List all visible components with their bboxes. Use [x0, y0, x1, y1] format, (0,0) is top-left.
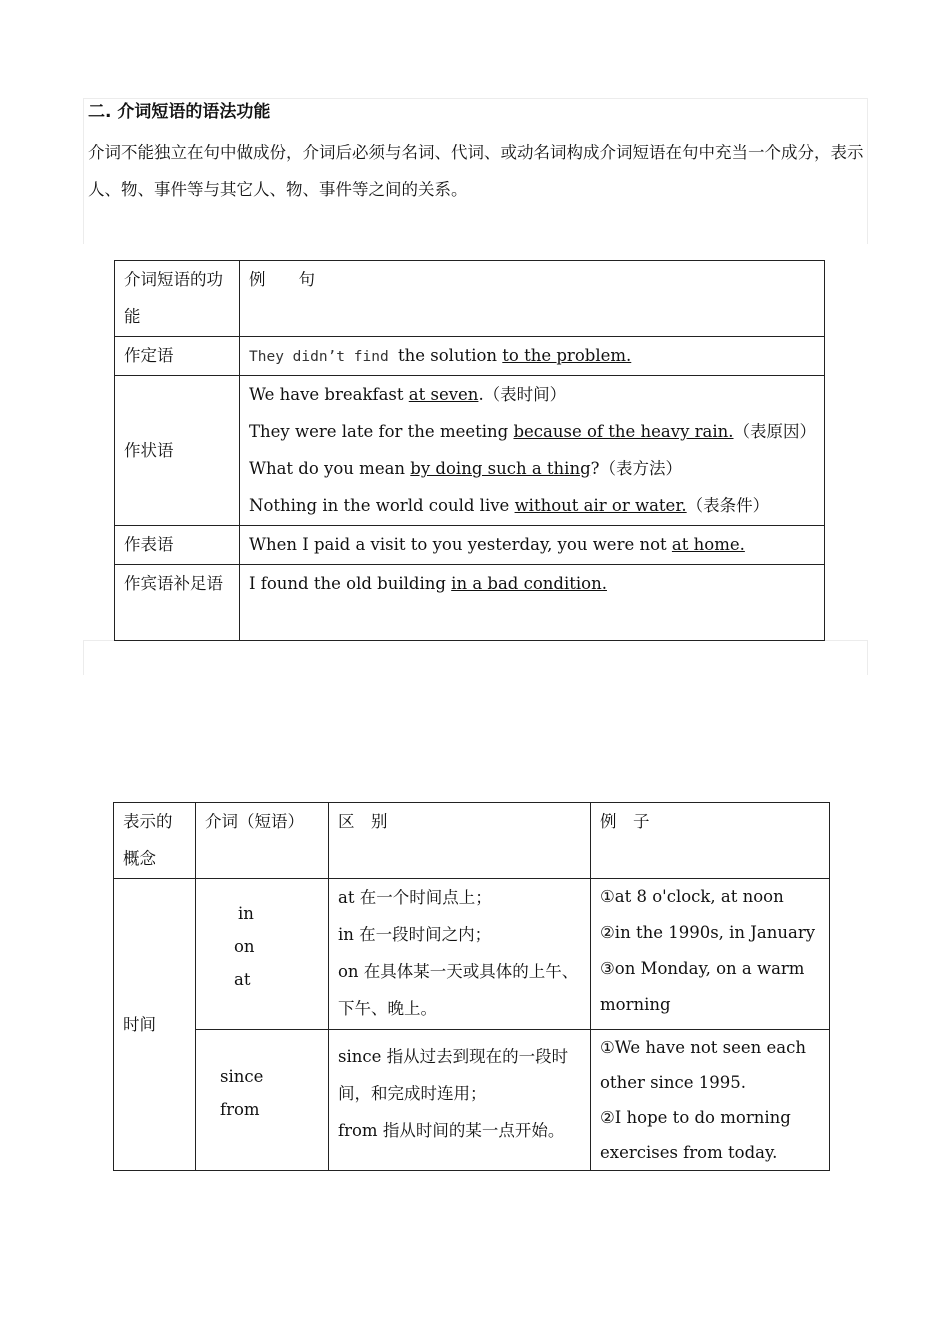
example-text: the solution: [398, 346, 503, 365]
example-line: They were late for the meeting because of the heavy rain.（表原因）: [249, 422, 817, 441]
header-function: 介词短语的功能: [115, 261, 240, 337]
row-label: 作状语: [115, 376, 240, 526]
example-line: Nothing in the world could live without air or water.（表条件）: [249, 496, 770, 515]
header-difference: 区 别: [329, 803, 591, 879]
table-row: [114, 879, 830, 1030]
prep-cell: [196, 879, 329, 1030]
section-heading: 二. 介词短语的语法功能: [88, 102, 271, 122]
concept-label: 时间: [123, 1015, 156, 1034]
difference-line: on 在具体某一天或具体的上午、下午、晚上。: [338, 962, 579, 1018]
prep-cell: [196, 1030, 329, 1171]
table-row: [115, 526, 825, 565]
table-row: [115, 337, 825, 376]
difference-line: from 指从时间的某一点开始。: [338, 1121, 565, 1140]
table-header-row: [115, 261, 825, 337]
header-concept: 表示的概念: [114, 803, 196, 879]
example-line: ①We have not seen each other since 1995.: [600, 1038, 806, 1092]
row-examples: I found the old building in a bad condition.: [240, 565, 825, 641]
row-examples: [240, 337, 825, 376]
prep-item: on: [234, 937, 255, 956]
prep-item: from: [220, 1100, 260, 1119]
table-row: [114, 1030, 830, 1171]
example-line: ②I hope to do morning exercises from today.: [600, 1108, 791, 1162]
example-line: ②in the 1990s, in January: [600, 923, 816, 942]
table-row: [115, 565, 825, 641]
example-prefix: They didn’t find: [249, 349, 389, 365]
example-cell: [591, 1030, 830, 1171]
example-phrase: to the problem.: [502, 346, 632, 365]
header-example: 例 句: [240, 261, 825, 337]
row-examples: When I paid a visit to you yesterday, you were not at home.: [240, 526, 825, 565]
concept-cell: [114, 879, 196, 1171]
row-label: 作宾语补足语: [115, 565, 240, 641]
example-cell: [591, 879, 830, 1030]
row-examples: [240, 376, 825, 526]
difference-line: since 指从过去到现在的一段时间，和完成时连用；: [338, 1047, 569, 1103]
difference-line: at 在一个时间点上；: [338, 888, 492, 907]
section-intro: 介词不能独立在句中做成份，介词后必须与名词、代词、或动名词构成介词短语在句中充当一个成分，表示人、物、事件等与其它人、物、事件等之间的关系。: [88, 143, 864, 199]
prep-item: at: [234, 970, 251, 989]
section-frame-bottom: [83, 640, 868, 675]
difference-cell: [329, 879, 591, 1030]
header-example: 例 子: [591, 803, 830, 879]
difference-line: in 在一段时间之内；: [338, 925, 492, 944]
row-label: 作表语: [115, 526, 240, 565]
example-line: ①at 8 o'clock, at noon: [600, 887, 784, 906]
example-line: What do you mean by doing such a thing?（表方法）: [249, 459, 683, 478]
prep-phrase-function-table: [114, 260, 825, 641]
example-line: We have breakfast at seven.（表时间）: [249, 385, 567, 404]
prep-item: since: [220, 1067, 264, 1086]
header-preposition: 介词（短语）: [196, 803, 329, 879]
difference-cell: [329, 1030, 591, 1171]
example-line: ③on Monday, on a warm morning: [600, 959, 805, 1014]
prep-item: in: [238, 904, 254, 923]
time-preposition-table: [113, 802, 830, 1171]
table-header-row: [114, 803, 830, 879]
row-label: 作定语: [115, 337, 240, 376]
table-row: [115, 376, 825, 526]
